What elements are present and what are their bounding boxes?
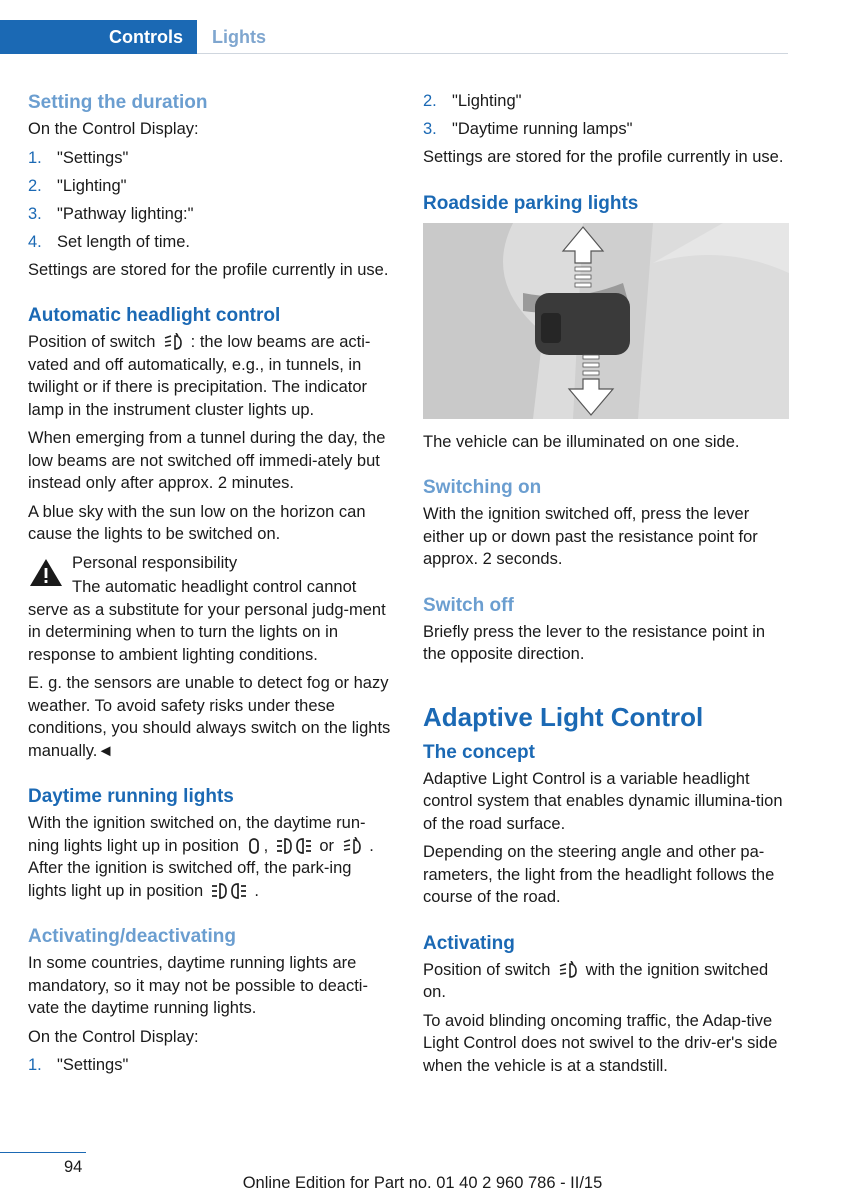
heading-activating: Activating xyxy=(423,932,515,954)
parking-lights-icon xyxy=(276,837,312,855)
list-item: 1. "Settings" xyxy=(28,148,129,167)
edition-note: Online Edition for Part no. 01 40 2 960 786 - II/15 xyxy=(242,1174,603,1192)
concept-paragraph-1: Adaptive Light Control is a variable headlight control system that enables dynamic illumina-tion of the road surface. xyxy=(423,769,783,833)
act-paragraph: In some countries, daytime running lights are mandatory, so it may not be possible to deacti-vate the daytime running lights. xyxy=(28,954,368,1017)
switch-position-0-icon xyxy=(247,837,261,855)
heading-switch-off: Switch off xyxy=(423,594,514,616)
drl-paragraph: With the ignition switched on, the daytime run-ning lights light up in position , or . After the ignition is switched off, the park-ing lights light up in position . xyxy=(28,814,374,900)
left-column xyxy=(28,90,394,1082)
heading-switching-on: Switching on xyxy=(423,477,542,498)
concept-paragraph-2: Depending on the steering angle and other pa-rameters, the light from the headlight follows the course of the road. xyxy=(423,843,775,906)
list-item: 1. "Settings" xyxy=(28,1056,129,1074)
header-section-tab: Controls xyxy=(0,20,197,54)
heading-adaptive-light-control: Adaptive Light Control xyxy=(423,701,704,732)
header-subsection-tab: Lights xyxy=(212,26,266,47)
auto-paragraph-1: Position of switch : the low beams are acti-vated and off automatically, e.g., in tunnels, in twilight or if there is precipitation. The indicator lamp in the instrument cluster lights up. xyxy=(28,333,371,419)
warning-triangle-icon xyxy=(28,556,64,590)
auto-headlight-icon xyxy=(558,961,578,979)
list-item: 4. Set length of time. xyxy=(28,232,190,251)
auto-paragraph-3: A blue sky with the sun low on the horizon can cause the lights to be switched on. xyxy=(28,502,366,543)
auto-paragraph-2: When emerging from a tunnel during the day, the low beams are not switched off immedi-ately but instead only after approx. 2 minutes. xyxy=(28,429,386,492)
activating-paragraph-2: To avoid blinding oncoming traffic, the Adap-tive Light Control does not swivel to the driv-er's side when the vehicle is at a standstill. xyxy=(423,1011,778,1075)
heading-setting-duration: Setting the duration xyxy=(28,92,208,113)
act-steps xyxy=(28,1054,394,1077)
switching-on-text: With the ignition switched off, press the lever either up or down past the resistance point for approx. 2 seconds. xyxy=(423,505,758,568)
act-note: Settings are stored for the profile currently in use. xyxy=(423,148,784,166)
list-item: 2. "Lighting" xyxy=(423,92,522,110)
auto-headlight-icon xyxy=(342,837,362,855)
switch-off-text: Briefly press the lever to the resistance point in the opposite direction. xyxy=(423,622,766,663)
warning-title: Personal responsibility xyxy=(72,553,238,572)
act-steps-continued xyxy=(423,90,789,141)
duration-intro: On the Control Display: xyxy=(28,120,199,138)
page-number: 94 xyxy=(64,1158,83,1176)
heading-daytime-running: Daytime running lights xyxy=(28,786,234,807)
warning-block xyxy=(28,552,394,575)
lever-photo xyxy=(423,223,789,419)
duration-steps xyxy=(28,147,394,254)
list-item: 3. "Pathway lighting:" xyxy=(28,204,194,223)
heading-roadside-parking: Roadside parking lights xyxy=(423,192,639,214)
parking-caption: The vehicle can be illuminated on one side. xyxy=(423,432,740,451)
page-header xyxy=(0,0,845,56)
warning-text-2: E. g. the sensors are unable to detect fog or hazy weather. To avoid safety risks under these conditions, you should always switch on the lights manually.◄ xyxy=(28,674,391,760)
parking-lights-icon xyxy=(211,882,247,900)
right-column xyxy=(423,90,789,1083)
duration-note: Settings are stored for the profile currently in use. xyxy=(28,260,389,279)
heading-concept: The concept xyxy=(423,741,535,763)
list-item: 2. "Lighting" xyxy=(28,176,127,195)
act-intro: On the Control Display: xyxy=(28,1027,199,1046)
auto-headlight-icon xyxy=(163,333,183,351)
heading-automatic-headlight: Automatic headlight control xyxy=(28,305,281,326)
heading-activating-deactivating: Activating/deactivating xyxy=(28,926,236,947)
list-item: 3. "Daytime running lamps" xyxy=(423,120,633,138)
activating-paragraph: Position of switch with the ignition switched on. xyxy=(423,960,769,1001)
warning-text: The automatic headlight control cannot serve as a substitute for your personal judg-ment in determining when to turn the lights on in response to ambient lighting conditions. xyxy=(28,578,386,664)
header-divider xyxy=(197,53,788,54)
footer-divider xyxy=(0,1152,86,1153)
